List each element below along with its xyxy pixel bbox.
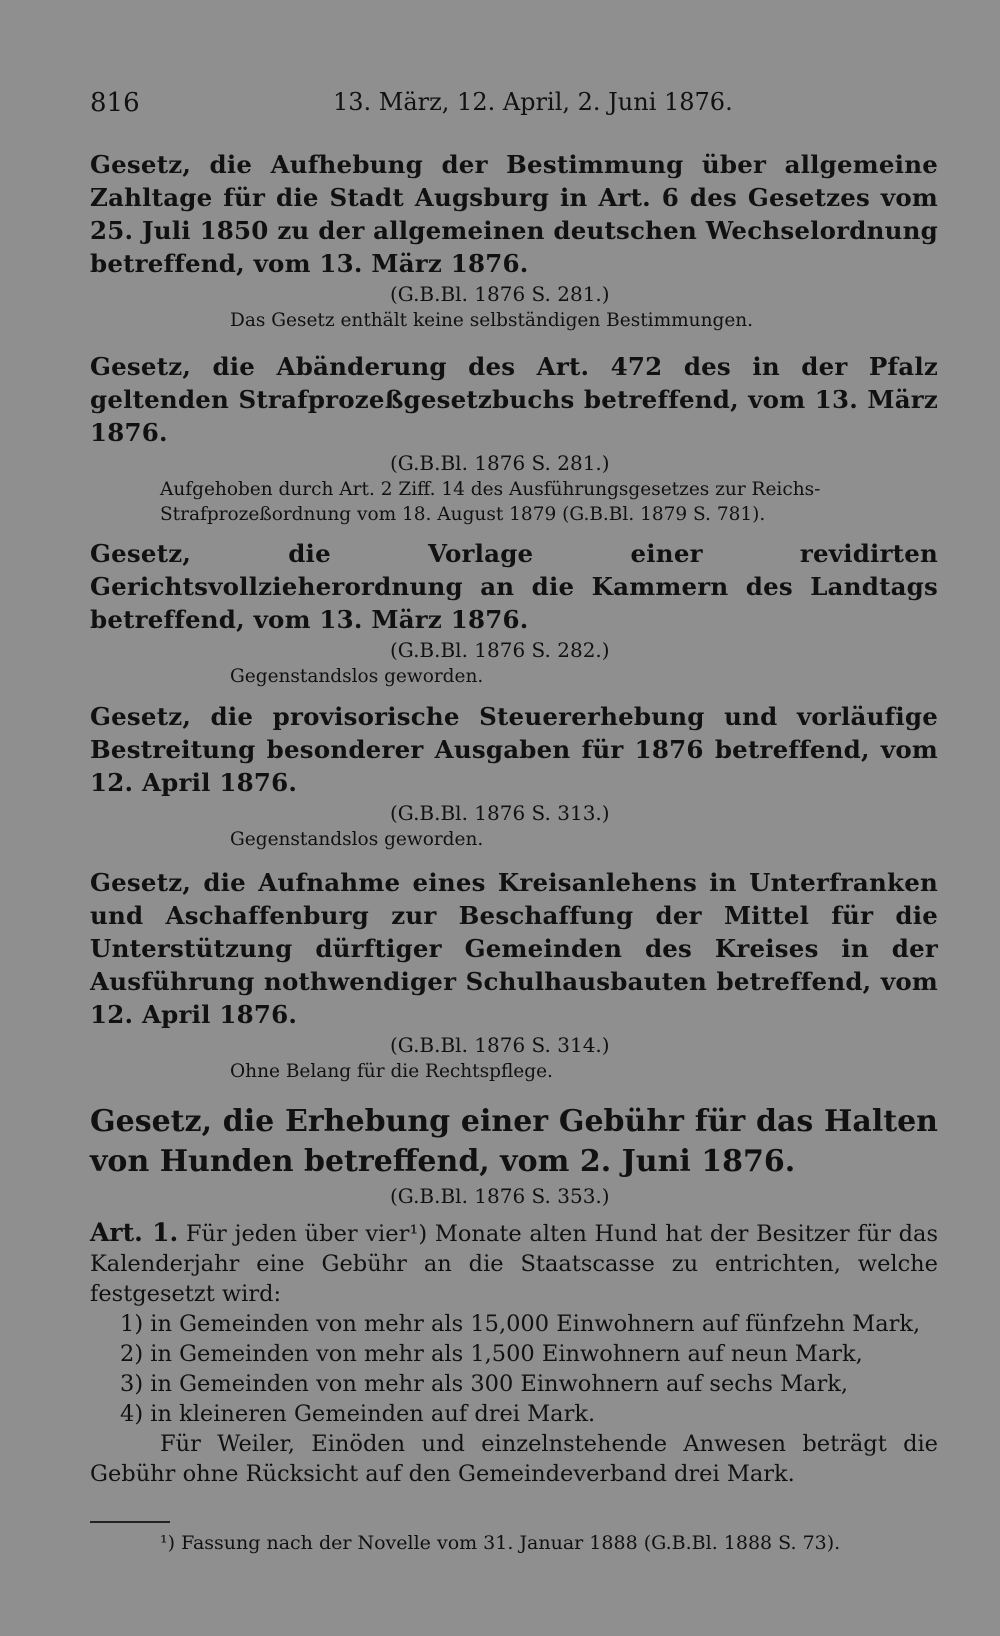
main-law-reference: (G.B.Bl. 1876 S. 353.) <box>390 1184 610 1208</box>
list-item: 1) in Gemeinden von mehr als 15,000 Einwohnern auf fünfzehn Mark, <box>120 1311 921 1337</box>
law-reference: (G.B.Bl. 1876 S. 282.) <box>390 638 610 662</box>
main-law <box>90 1102 938 1489</box>
law-title: Gesetz, die Aufnahme eines Kreisanlehens in Unterfranken und Aschaffenburg zur Beschaffung der Mittel für die Unterstützung dürftiger Gemeinden des Kreises in der Ausführung nothwendiger Schulhausbauten betreffend, vom 12. April 1876. <box>90 868 938 1029</box>
law-title: Gesetz, die Vorlage einer revidirten Gerichtsvollzieherordnung an die Kammern des Landtags betreffend, vom 13. März 1876. <box>90 539 938 634</box>
law-note: Das Gesetz enthält keine selbständigen Bestimmungen. <box>230 310 754 331</box>
law-entry <box>90 350 938 527</box>
footnote-rule <box>90 1521 170 1523</box>
footnote: ¹) Fassung nach der Novelle vom 31. Januar 1888 (G.B.Bl. 1888 S. 73). <box>160 1532 841 1554</box>
law-entry <box>90 700 938 852</box>
article-text: Für jeden über vier¹) Monate alten Hund hat der Besitzer für das Kalenderjahr eine Gebühr an die Staatscasse zu entrichten, welche festgesetzt wird: <box>90 1221 939 1307</box>
law-entry <box>90 537 938 689</box>
main-law-title: Gesetz, die Erhebung einer Gebühr für das Halten von Hunden betreffend, vom 2. Juni 1876. <box>90 1104 938 1179</box>
law-title: Gesetz, die Abänderung des Art. 472 des in der Pfalz geltenden Strafprozeßgesetzbuchs betreffend, vom 13. März 1876. <box>90 352 938 447</box>
closing-paragraph: Für Weiler, Einöden und einzelnstehende Anwesen beträgt die Gebühr ohne Rücksicht auf den Gemeindeverband drei Mark. <box>90 1431 938 1487</box>
law-note: Gegenstandslos geworden. <box>230 666 484 687</box>
law-note: Aufgehoben durch Art. 2 Ziff. 14 des Ausführungsgesetzes zur Reichs-Strafprozeßordnung vom 18. August 1879 (G.B.Bl. 1879 S. 781). <box>160 479 821 525</box>
law-title: Gesetz, die Aufhebung der Bestimmung über allgemeine Zahltage für die Stadt Augsburg in Art. 6 des Gesetzes vom 25. Juli 1850 zu der allgemeinen deutschen Wechselordnung betreffend, vom 13. März 1876. <box>90 150 938 278</box>
running-header: 13. März, 12. April, 2. Juni 1876. <box>333 88 733 116</box>
law-entry <box>90 148 938 333</box>
page-number: 816 <box>90 88 140 118</box>
article-1 <box>90 1218 938 1309</box>
list-item: 3) in Gemeinden von mehr als 300 Einwohnern auf sechs Mark, <box>120 1371 849 1397</box>
law-reference: (G.B.Bl. 1876 S. 281.) <box>390 451 610 475</box>
law-reference: (G.B.Bl. 1876 S. 281.) <box>390 282 610 306</box>
list-item: 4) in kleineren Gemeinden auf drei Mark. <box>120 1401 596 1427</box>
list-item: 2) in Gemeinden von mehr als 1,500 Einwohnern auf neun Mark, <box>120 1341 863 1367</box>
article-label: Art. 1. <box>90 1218 179 1247</box>
law-reference: (G.B.Bl. 1876 S. 314.) <box>390 1033 610 1057</box>
law-title: Gesetz, die provisorische Steuererhebung und vorläufige Bestreitung besonderer Ausgaben für 1876 betreffend, vom 12. April 1876. <box>90 702 938 797</box>
law-note: Gegenstandslos geworden. <box>230 829 484 850</box>
law-reference: (G.B.Bl. 1876 S. 313.) <box>390 801 610 825</box>
law-entry <box>90 866 938 1084</box>
law-note: Ohne Belang für die Rechtspflege. <box>230 1061 553 1082</box>
